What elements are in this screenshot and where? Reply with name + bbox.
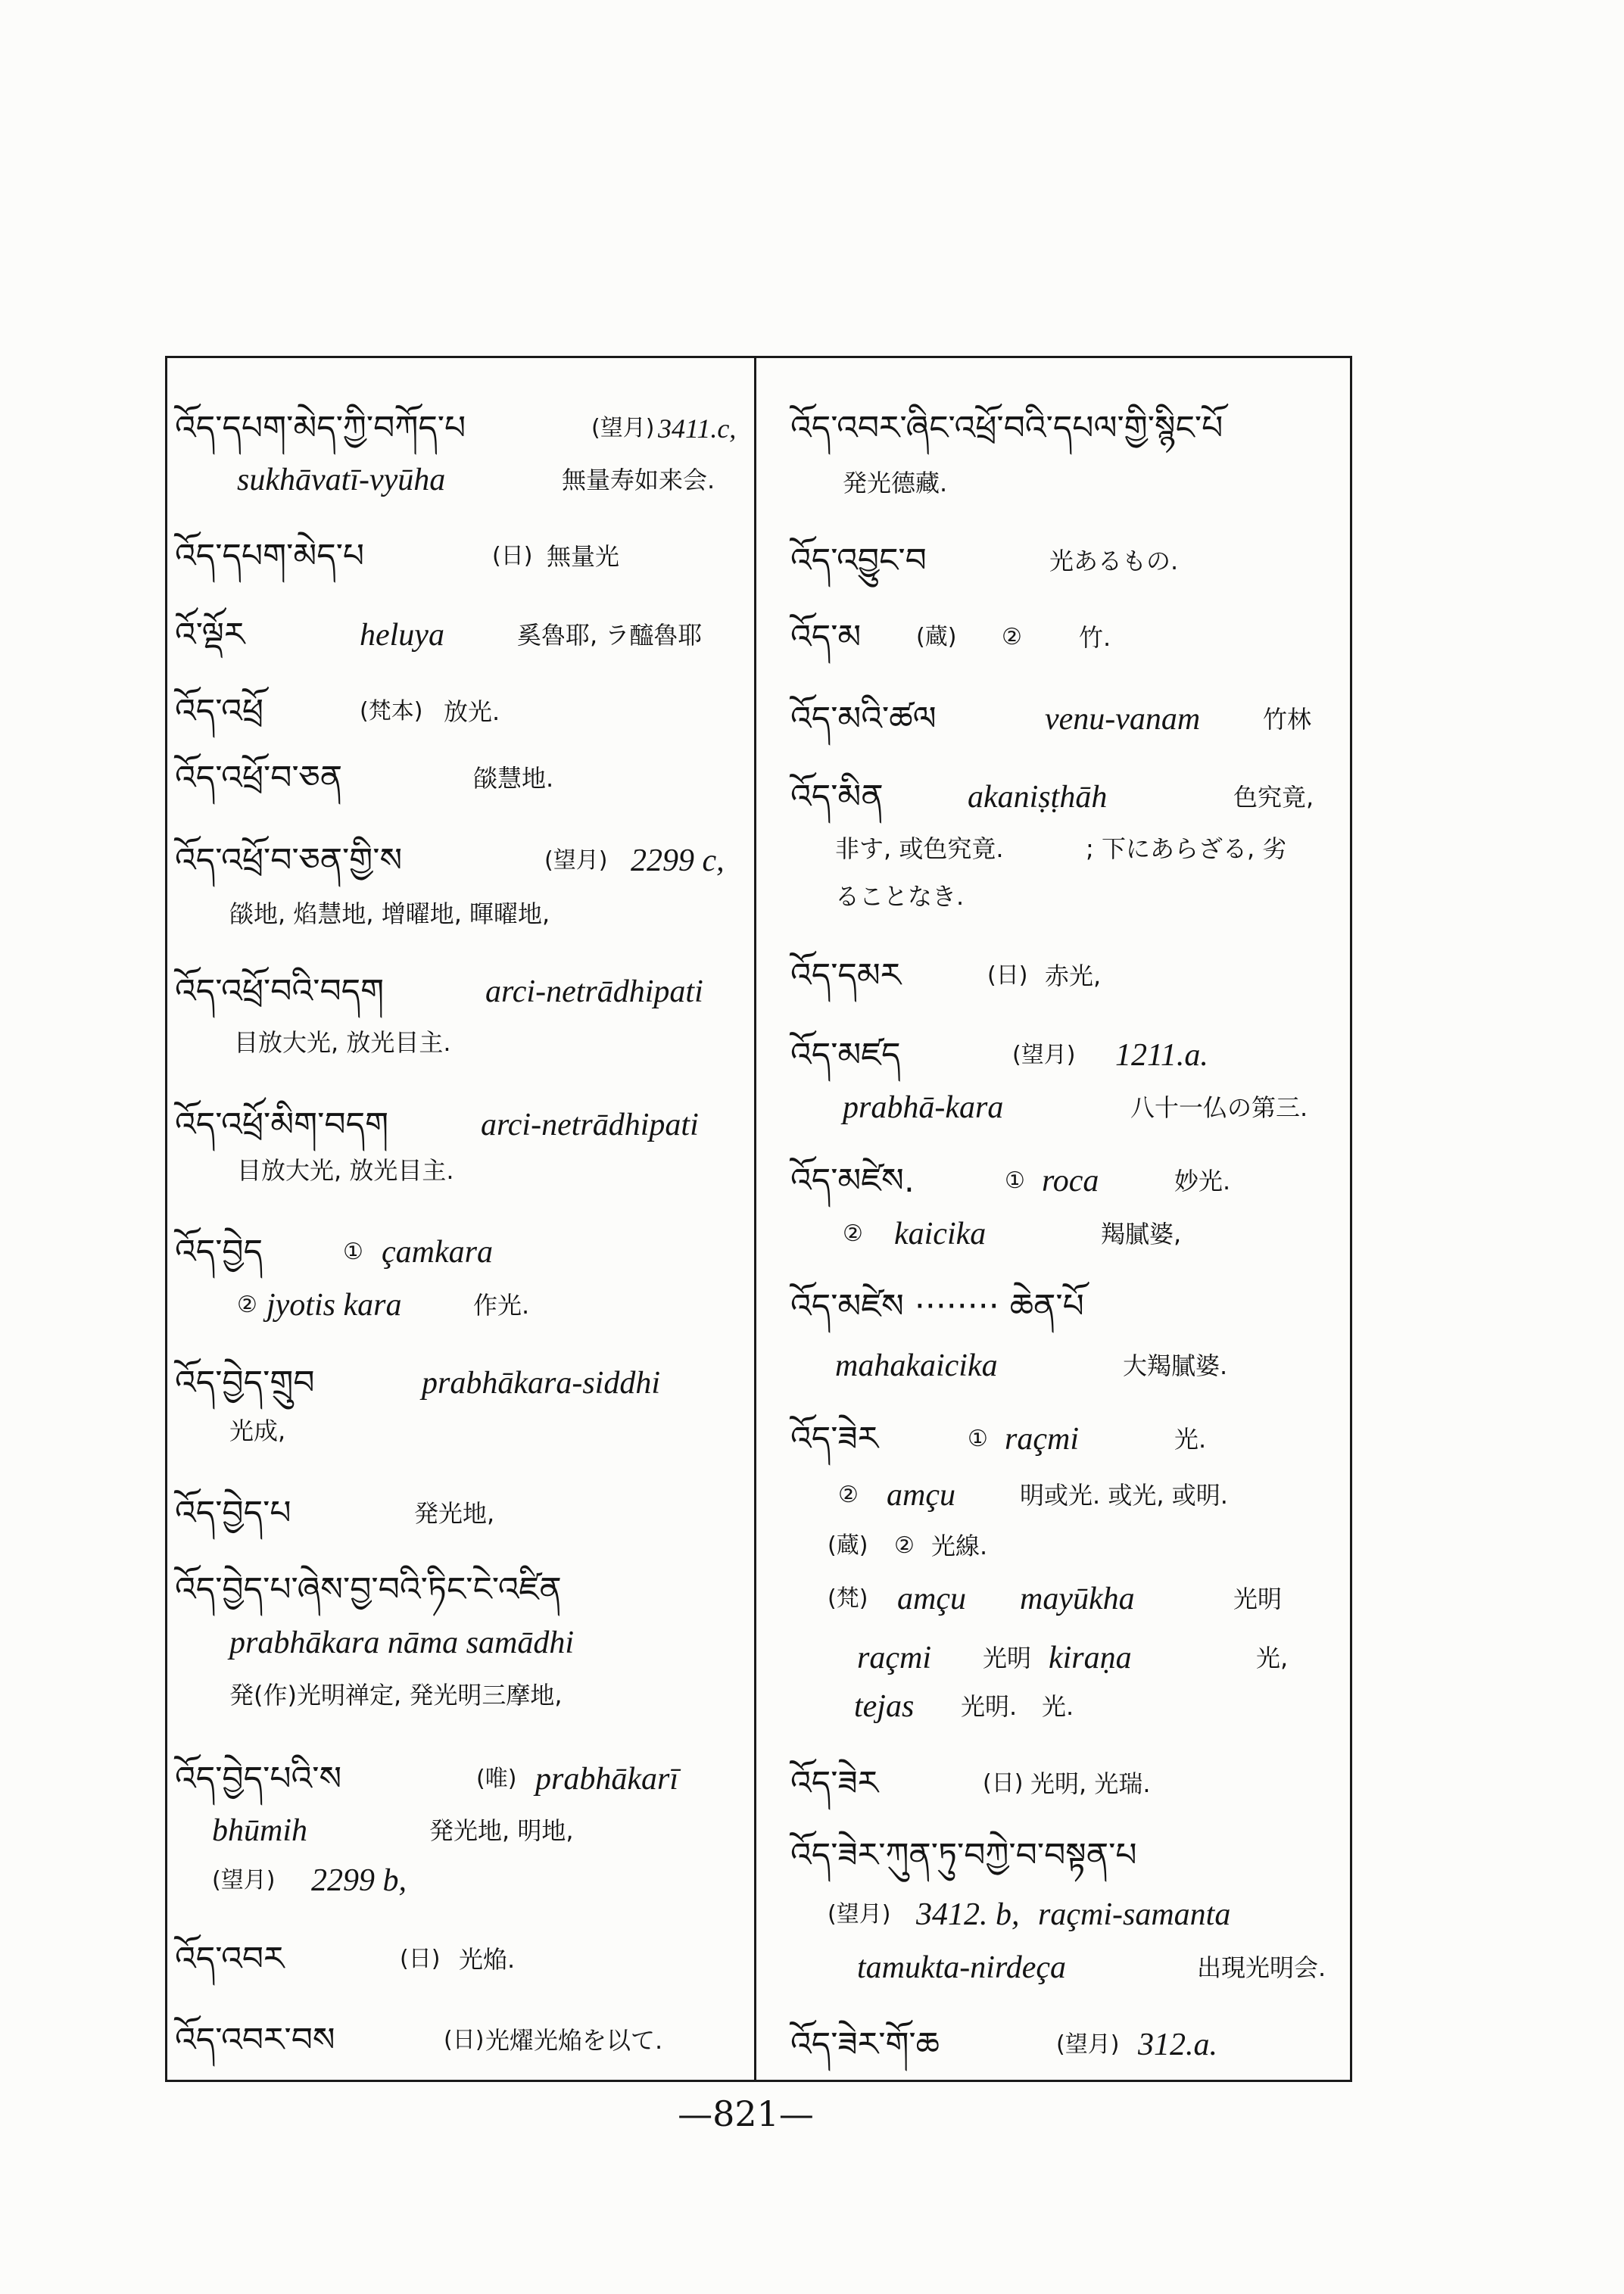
entry-sanskrit: heluya [360,618,444,653]
entry-headword: འོད་བྱེད་གྲུབ [175,1364,315,1402]
entry-gloss: 明或光. 或光, 或明. [1020,1481,1228,1510]
entry-sanskrit: amçu [897,1582,966,1616]
entry-gloss: ることなき. [835,882,965,911]
entry-gloss: 光, [1256,1644,1289,1672]
entry-gloss: 光焔. [459,1945,516,1974]
circled-number: ① [1005,1167,1025,1194]
entry-source-ref: (日) [983,1770,1024,1797]
entry-gloss: 光燿光焔を以て. [485,2026,663,2055]
entry-headword: འོད་དམར [790,956,902,995]
circled-number: ① [343,1239,363,1265]
entry-sanskrit: venu-vanam [1045,702,1201,737]
entry-sanskrit: akaniṣṭhāh [968,780,1108,815]
entry-headword: འོད་བྱེད་པའི་ས [175,1759,342,1798]
entry-sanskrit: jyotis kara [267,1288,402,1323]
entry-gloss: 奚魯耶, ラ醯魯耶 [517,621,703,650]
entry-sanskrit: kaicika [894,1217,987,1251]
entry-headword: འོད་བྱེད [175,1233,263,1271]
entry-gloss: 竹. [1079,623,1111,652]
entry-gloss: 赤光, [1045,962,1102,990]
entry-headword: འོ་ལྡོར [175,616,245,654]
entry-source-ref: (日) [492,543,533,569]
entry-source-ref: (日) [987,962,1028,989]
entry-headword: འོད་མའི་ཚལ [790,700,937,738]
entry-gloss: 光明, 光瑞. [1030,1769,1151,1798]
entry-gloss: 作光. [473,1291,530,1320]
entry-sanskrit: bhūmih [212,1813,307,1848]
entry-sanskrit: raçmi-samanta [1038,1897,1231,1932]
entry-sanskrit: mayūkha [1020,1582,1135,1616]
entry-gloss: 放光. [444,697,500,726]
entry-gloss: 羯膩婆, [1101,1220,1182,1248]
entry-headword: འོད་བྱེད་པ་ཞེས་བྱ་བའི་ཏིང་ངེ་འཛིན [175,1570,562,1609]
entry-headword: འོད་འབར [175,1940,285,1978]
entry-page-ref: 3411.c, [658,413,737,444]
entry-gloss: 無量寿如来会. [562,466,715,494]
entry-gloss: 発光德藏. [843,469,948,497]
entry-sanskrit: prabhākara-siddhi [422,1366,660,1401]
entry-headword: འོད་ཟེར [790,1764,879,1803]
entry-source-ref: (望月) [212,1867,276,1893]
entry-gloss: 目放大光, 放光目主. [234,1028,451,1057]
entry-sanskrit: mahakaicika [835,1348,998,1383]
entry-sanskrit: arci-netrādhipati [481,1108,699,1142]
entry-headword: འོད་ཟེར [790,1420,879,1458]
page-number: —821— [678,2093,814,2134]
entry-source-ref: (日) [400,1946,441,1972]
entry-sanskrit: arci-netrādhipati [485,974,703,1009]
entry-gloss: 光あるもの. [1049,547,1179,575]
entry-sanskrit: raçmi [1005,1422,1079,1457]
entry-source-ref: (唯) [476,1766,517,1792]
entry-source-ref: (梵本) [360,698,423,725]
entry-sanskrit: sukhāvatī-vyūha [237,463,446,497]
entry-sanskrit: raçmi [857,1641,931,1675]
entry-headword: འོད་ཟེར་ཀུན་ཏུ་བཀྱེ་བ་བསྟན་པ [790,1836,1137,1875]
entry-gloss: 光明 [983,1644,1032,1672]
entry-headword: འོད་མཛེས. [790,1161,915,1200]
entry-source-ref: (望月) [591,415,655,441]
entry-page-ref: 1211.a. [1115,1038,1208,1073]
entry-sanskrit: tejas [854,1689,915,1724]
entry-headword: འོད་འཕྲོ་བ་ཅན [175,759,343,797]
entry-headword: འོད་མཛད [790,1036,901,1074]
entry-source-ref: (望月) [828,1901,891,1928]
entry-headword: འོད་བྱེད་པ [175,1494,291,1532]
entry-source-ref: (蔵) [828,1532,868,1559]
entry-headword: འོད་མ [790,618,862,656]
entry-sanskrit: çamkara [382,1235,493,1270]
entry-sanskrit: prabhākarī [535,1762,678,1797]
entry-headword: འོད་འཕྲོ་བ་ཅན་གྱི་ས [175,841,403,880]
entry-headword: འོད་འབར་བས [175,2021,335,2059]
right-column [756,358,1350,2080]
circled-number: ② [838,1482,859,1508]
entry-gloss: 光成, [229,1417,286,1445]
entry-gloss: 光明. [961,1692,1018,1721]
entry-sanskrit: tamukta-nirdeça [857,1950,1067,1985]
entry-gloss: 目放大光, 放光目主. [237,1156,454,1185]
entry-headword: འོད་མིན [790,778,884,816]
entry-gloss: 光. [1042,1692,1074,1721]
left-column [167,358,754,2080]
circled-number: ② [894,1532,915,1559]
entry-gloss: 光明 [1233,1585,1283,1613]
entry-sanskrit: prabhā-kara [843,1090,1004,1125]
entry-page-ref: 312.a. [1138,2028,1217,2062]
entry-headword: འོད་འཕྲོ་མིག་བདག [175,1105,389,1144]
entry-page-ref: 3412. b, [916,1897,1020,1932]
entry-headword: འོད་མཛེས ········ ཆེན་པོ [790,1287,1084,1326]
entry-gloss: 竹林 [1263,705,1312,734]
entry-gloss: 発光地, 明地, [429,1816,574,1845]
entry-source-ref: (蔵) [916,624,957,650]
circled-number: ② [237,1292,257,1318]
entry-source-ref: (望月) [544,847,608,874]
entry-page-ref: 2299 b, [311,1863,407,1898]
entry-gloss: 光. [1174,1425,1207,1454]
entry-gloss: 光線. [931,1532,988,1560]
entry-gloss: 妙光. [1174,1167,1231,1195]
entry-headword: འོད་དཔག་མེད་པ [175,537,365,575]
entry-headword: འོད་འབར་ཞིང་འཕྲོ་བའི་དཔལ་གྱི་སྙིང་པོ [790,409,1223,447]
entry-headword: འོད་དཔག་མེད་ཀྱི་བཀོད་པ [175,409,466,447]
entry-gloss: 発(作)光明禅定, 発光明三摩地, [229,1681,563,1710]
entry-source-ref: (梵) [828,1585,868,1612]
entry-sanskrit: amçu [887,1478,955,1513]
entry-gloss: 非す, 或色究竟. [835,834,1004,863]
entry-source-ref: (望月) [1056,2031,1120,2058]
entry-gloss: 無量光 [547,542,620,571]
circled-number: ② [843,1220,863,1247]
entry-gloss: 発光地, [414,1499,495,1528]
entry-headword: འོད་འཕྲོ་བའི་བདག [175,972,385,1011]
entry-sanskrit: roca [1042,1164,1099,1198]
circled-number: ① [968,1426,988,1452]
entry-headword: འོད་འཕྲོ [175,692,264,731]
entry-gloss: ; 下にあらざる, 劣 [1086,834,1287,863]
entry-sanskrit: kiraṇa [1049,1641,1132,1675]
entry-gloss: 大羯膩婆. [1123,1351,1228,1380]
entry-gloss: 八十一仏の第三. [1130,1093,1308,1122]
entry-source-ref: (望月) [1012,1042,1076,1068]
entry-headword: འོད་ཟེར་གོ་ཆ [790,2025,940,2064]
entry-source-ref: (日) [444,2027,485,2053]
entry-gloss: 燄地, 焰慧地, 增曜地, 暉曜地, [229,899,550,928]
entry-gloss: 出現光明会. [1197,1953,1326,1982]
entry-gloss: 色究竟, [1233,783,1314,812]
entry-gloss: 燄慧地. [473,764,554,793]
circled-number: ② [1002,624,1022,650]
entry-headword: འོད་འབྱུང་བ [790,541,927,580]
entry-sanskrit: prabhākara nāma samādhi [229,1625,575,1660]
entry-page-ref: 2299 c, [631,843,725,878]
